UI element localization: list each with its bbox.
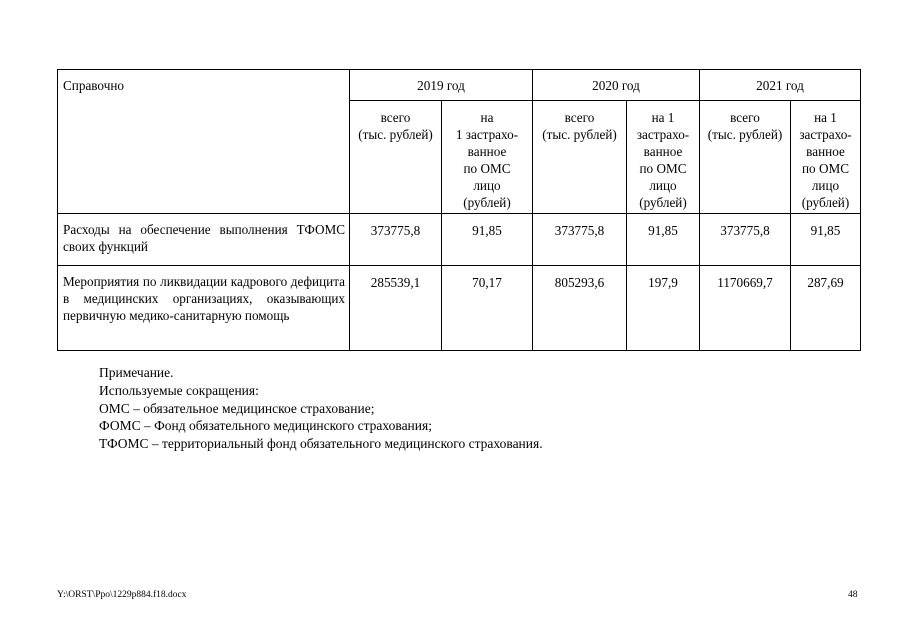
subheader-per-insured-2019: на 1 застрахо- ванное по ОМС лицо (рублей) (442, 101, 533, 214)
header-row-years (58, 70, 861, 101)
cell-value: 70,17 (442, 266, 533, 351)
row-label: Расходы на обеспечение выполнения ТФОМС своих функций (58, 214, 350, 266)
note-item: ФОМС – Фонд обязательного медицинского страхования; (99, 418, 432, 434)
cell-value: 1170669,7 (700, 266, 791, 351)
cell-value: 91,85 (627, 214, 700, 266)
subheader-total-2020: всего (тыс. рублей) (533, 101, 627, 214)
cell-value: 373775,8 (700, 214, 791, 266)
subheader-per-insured-2020: на 1 застрахо- ванное по ОМС лицо (рублей) (627, 101, 700, 214)
notes-subtitle: Используемые сокращения: (99, 382, 259, 398)
footer-file-path: Y:\ORST\Ppo\1229p884.f18.docx (57, 590, 187, 600)
subheader-total-2019: всего (тыс. рублей) (350, 101, 442, 214)
table-row (58, 214, 861, 266)
cell-value: 805293,6 (533, 266, 627, 351)
notes-block (99, 364, 543, 453)
note-item: ОМС – обязательное медицинское страхование; (99, 400, 375, 416)
cell-value: 287,69 (791, 266, 861, 351)
page-number: 48 (848, 590, 858, 600)
cell-value: 197,9 (627, 266, 700, 351)
year-2019-header: 2019 год (350, 70, 533, 101)
header-label: Справочно (63, 78, 124, 93)
note-item: ТФОМС – территориальный фонд обязательного медицинского страхования. (99, 436, 543, 452)
subheader-per-insured-2021: на 1 застрахо- ванное по ОМС лицо (рублей) (791, 101, 861, 214)
cell-value: 285539,1 (350, 266, 442, 351)
year-2020-header: 2020 год (533, 70, 700, 101)
cell-value: 373775,8 (533, 214, 627, 266)
cell-value: 373775,8 (350, 214, 442, 266)
cell-value: 91,85 (442, 214, 533, 266)
expenses-table (57, 69, 861, 351)
cell-value: 91,85 (791, 214, 861, 266)
notes-title: Примечание. (99, 365, 174, 380)
header-label-cell (58, 70, 350, 214)
year-2021-header: 2021 год (700, 70, 861, 101)
table-row (58, 266, 861, 351)
subheader-total-2021: всего (тыс. рублей) (700, 101, 791, 214)
row-label: Мероприятия по ликвидации кадрового дефицита в медицинских организациях, оказывающих первичную медико-санитарную помощь (58, 266, 350, 351)
